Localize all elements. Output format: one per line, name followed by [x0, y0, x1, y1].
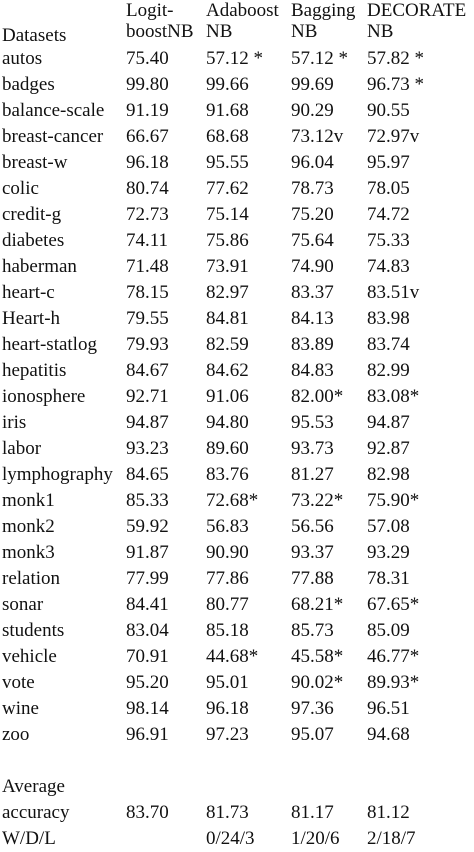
table-row: [0, 280, 474, 306]
logitboost-value: 74.11: [126, 230, 169, 251]
dataset-name: balance-scale: [2, 100, 105, 121]
decorate-value: 83.51v: [367, 282, 420, 303]
adaboost-value: 56.83: [206, 516, 249, 537]
decorate-value: 72.97v: [367, 126, 420, 147]
adaboost-value: 82.59: [206, 334, 249, 355]
adaboost-value: 82.97: [206, 282, 249, 303]
table-header: [0, 0, 474, 46]
decorate-value: 74.72: [367, 204, 410, 225]
bagging-value: 56.56: [291, 516, 334, 537]
dataset-name: hepatitis: [2, 360, 67, 381]
header-text: boostNB: [126, 21, 194, 42]
dataset-name: lymphography: [2, 464, 113, 485]
header-text: NB: [367, 21, 394, 42]
table-row: [0, 592, 474, 618]
logitboost-value: 72.73: [126, 204, 169, 225]
bagging-value: 78.73: [291, 178, 334, 199]
adaboost-value: 75.86: [206, 230, 249, 251]
table-body: [0, 46, 474, 748]
dataset-name: breast-cancer: [2, 126, 104, 147]
decorate-value: 96.73 *: [367, 74, 424, 95]
bagging-value: 45.58*: [291, 646, 344, 667]
header-row: [0, 0, 474, 46]
logitboost-value: 85.33: [126, 490, 169, 511]
bagging-value: 96.04: [291, 152, 334, 173]
header-text: NB: [206, 21, 233, 42]
dataset-name: credit-g: [2, 204, 62, 225]
table-row: [0, 98, 474, 124]
average-label-line2: accuracy: [2, 802, 70, 823]
bagging-value: 75.20: [291, 204, 334, 225]
adaboost-value: 96.18: [206, 698, 249, 719]
logitboost-value: 99.80: [126, 74, 169, 95]
bagging-value: 85.73: [291, 620, 334, 641]
header-text: Datasets: [2, 25, 67, 46]
logitboost-value: 79.93: [126, 334, 169, 355]
bagging-value: 90.29: [291, 100, 334, 121]
header-text: Bagging: [291, 0, 356, 21]
header-text: Logit-: [126, 0, 174, 21]
dataset-name: vehicle: [2, 646, 57, 667]
bagging-value: 84.83: [291, 360, 334, 381]
table-row: [0, 46, 474, 72]
bagging-value: 93.73: [291, 438, 334, 459]
bagging-value: 57.12 *: [291, 48, 348, 69]
empty-cell: [291, 774, 367, 800]
header-decorate: [367, 0, 474, 46]
decorate-value: 74.83: [367, 256, 410, 277]
adaboost-value: 84.62: [206, 360, 249, 381]
bagging-value: 84.13: [291, 308, 334, 329]
decorate-value: 92.87: [367, 438, 410, 459]
table-row: [0, 488, 474, 514]
adaboost-value: 94.80: [206, 412, 249, 433]
decorate-value: 67.65*: [367, 594, 420, 615]
decorate-value: 83.74: [367, 334, 410, 355]
logitboost-value: 66.67: [126, 126, 169, 147]
adaboost-value: 99.66: [206, 74, 249, 95]
logitboost-value: 80.74: [126, 178, 169, 199]
dataset-name: monk3: [2, 542, 55, 563]
bagging-value: 95.53: [291, 412, 334, 433]
bagging-value: 82.00*: [291, 386, 344, 407]
table-row: [0, 462, 474, 488]
dataset-name: zoo: [2, 724, 30, 745]
decorate-value: 90.55: [367, 100, 410, 121]
average-bagging: 81.17: [291, 802, 334, 823]
adaboost-value: 91.06: [206, 386, 249, 407]
dataset-name: breast-w: [2, 152, 68, 173]
decorate-value: 82.98: [367, 464, 410, 485]
bagging-value: 97.36: [291, 698, 334, 719]
wdl-adaboost: 0/24/3: [206, 828, 255, 849]
table-row: [0, 644, 474, 670]
dataset-name: heart-statlog: [2, 334, 97, 355]
decorate-value: 83.98: [367, 308, 410, 329]
adaboost-value: 95.01: [206, 672, 249, 693]
logitboost-value: 84.41: [126, 594, 169, 615]
bagging-value: 77.88: [291, 568, 334, 589]
logitboost-value: 75.40: [126, 48, 169, 69]
adaboost-value: 68.68: [206, 126, 249, 147]
decorate-value: 82.99: [367, 360, 410, 381]
bagging-value: 90.02*: [291, 672, 344, 693]
dataset-name: haberman: [2, 256, 77, 277]
table-row: [0, 670, 474, 696]
logitboost-value: 95.20: [126, 672, 169, 693]
logitboost-value: 83.04: [126, 620, 169, 641]
logitboost-value: 71.48: [126, 256, 169, 277]
bagging-value: 83.89: [291, 334, 334, 355]
decorate-value: 75.33: [367, 230, 410, 251]
average-decorate: 81.12: [367, 802, 410, 823]
average-row-label: [0, 774, 474, 800]
dataset-name: autos: [2, 48, 43, 69]
table-row: [0, 410, 474, 436]
wdl-label: W/D/L: [2, 828, 56, 849]
table-row: [0, 384, 474, 410]
logitboost-value: 94.87: [126, 412, 169, 433]
table-row: [0, 306, 474, 332]
table-row: [0, 514, 474, 540]
decorate-value: 75.90*: [367, 490, 420, 511]
dataset-name: sonar: [2, 594, 44, 615]
decorate-value: 57.82 *: [367, 48, 424, 69]
table-row: [0, 436, 474, 462]
wdl-row: [0, 826, 474, 852]
header-bagging: [291, 0, 367, 46]
logitboost-value: 91.19: [126, 100, 169, 121]
bagging-value: 73.22*: [291, 490, 344, 511]
logitboost-value: 84.65: [126, 464, 169, 485]
spacer-cell: [0, 748, 474, 774]
header-datasets: [0, 0, 126, 46]
adaboost-value: 89.60: [206, 438, 249, 459]
adaboost-value: 73.91: [206, 256, 249, 277]
average-logitboost: 83.70: [126, 802, 169, 823]
wdl-bagging: 1/20/6: [291, 828, 340, 849]
bagging-value: 99.69: [291, 74, 334, 95]
decorate-value: 94.87: [367, 412, 410, 433]
dataset-name: diabetes: [2, 230, 65, 251]
decorate-value: 78.31: [367, 568, 410, 589]
header-text: DECORATE: [367, 0, 467, 21]
logitboost-value: 96.91: [126, 724, 169, 745]
dataset-name: heart-c: [2, 282, 55, 303]
table-row: [0, 540, 474, 566]
header-text: Adaboost: [206, 0, 279, 21]
adaboost-value: 77.62: [206, 178, 249, 199]
decorate-value: 95.97: [367, 152, 410, 173]
dataset-name: badges: [2, 74, 55, 95]
table-row: [0, 176, 474, 202]
logitboost-value: 96.18: [126, 152, 169, 173]
adaboost-value: 80.77: [206, 594, 249, 615]
adaboost-value: 90.90: [206, 542, 249, 563]
adaboost-value: 75.14: [206, 204, 249, 225]
adaboost-value: 83.76: [206, 464, 249, 485]
table-row: [0, 696, 474, 722]
logitboost-value: 92.71: [126, 386, 169, 407]
header-logitboost: [126, 0, 206, 46]
dataset-name: wine: [2, 698, 39, 719]
table-row: [0, 332, 474, 358]
table-row: [0, 358, 474, 384]
bagging-value: 75.64: [291, 230, 334, 251]
adaboost-value: 72.68*: [206, 490, 259, 511]
decorate-value: 93.29: [367, 542, 410, 563]
logitboost-value: 84.67: [126, 360, 169, 381]
average-adaboost: 81.73: [206, 802, 249, 823]
average-row: [0, 800, 474, 826]
dataset-name: monk2: [2, 516, 55, 537]
adaboost-value: 57.12 *: [206, 48, 263, 69]
adaboost-value: 95.55: [206, 152, 249, 173]
dataset-name: ionosphere: [2, 386, 86, 407]
empty-cell: [206, 774, 291, 800]
table-row: [0, 722, 474, 748]
logitboost-value: 93.23: [126, 438, 169, 459]
bagging-value: 73.12v: [291, 126, 344, 147]
decorate-value: 94.68: [367, 724, 410, 745]
adaboost-value: 84.81: [206, 308, 249, 329]
wdl-logitboost: [126, 826, 206, 852]
table-row: [0, 150, 474, 176]
table-row: [0, 566, 474, 592]
decorate-value: 78.05: [367, 178, 410, 199]
empty-cell: [367, 774, 474, 800]
bagging-value: 95.07: [291, 724, 334, 745]
decorate-value: 83.08*: [367, 386, 420, 407]
dataset-name: labor: [2, 438, 42, 459]
average-label-line1: Average: [2, 776, 65, 797]
dataset-name: colic: [2, 178, 39, 199]
adaboost-value: 44.68*: [206, 646, 259, 667]
logitboost-value: 79.55: [126, 308, 169, 329]
decorate-value: 46.77*: [367, 646, 420, 667]
logitboost-value: 78.15: [126, 282, 169, 303]
bagging-value: 93.37: [291, 542, 334, 563]
logitboost-value: 77.99: [126, 568, 169, 589]
adaboost-value: 85.18: [206, 620, 249, 641]
logitboost-value: 70.91: [126, 646, 169, 667]
header-adaboost: [206, 0, 291, 46]
bagging-value: 74.90: [291, 256, 334, 277]
wdl-decorate: 2/18/7: [367, 828, 416, 849]
dataset-name: vote: [2, 672, 35, 693]
decorate-value: 89.93*: [367, 672, 420, 693]
table-summary: [0, 748, 474, 852]
adaboost-value: 91.68: [206, 100, 249, 121]
dataset-name: monk1: [2, 490, 55, 511]
dataset-name: Heart-h: [2, 308, 61, 329]
logitboost-value: 59.92: [126, 516, 169, 537]
logitboost-value: 91.87: [126, 542, 169, 563]
table-row: [0, 228, 474, 254]
decorate-value: 85.09: [367, 620, 410, 641]
table-row: [0, 618, 474, 644]
bagging-value: 83.37: [291, 282, 334, 303]
decorate-value: 96.51: [367, 698, 410, 719]
dataset-name: students: [2, 620, 65, 641]
decorate-value: 57.08: [367, 516, 410, 537]
logitboost-value: 98.14: [126, 698, 169, 719]
adaboost-value: 77.86: [206, 568, 249, 589]
bagging-value: 81.27: [291, 464, 334, 485]
table-row: [0, 254, 474, 280]
dataset-name: relation: [2, 568, 61, 589]
table-row: [0, 202, 474, 228]
table-row: [0, 124, 474, 150]
dataset-name: iris: [2, 412, 27, 433]
header-text: NB: [291, 21, 318, 42]
spacer-row: [0, 748, 474, 774]
empty-cell: [126, 774, 206, 800]
bagging-value: 68.21*: [291, 594, 344, 615]
adaboost-value: 97.23: [206, 724, 249, 745]
table-row: [0, 72, 474, 98]
